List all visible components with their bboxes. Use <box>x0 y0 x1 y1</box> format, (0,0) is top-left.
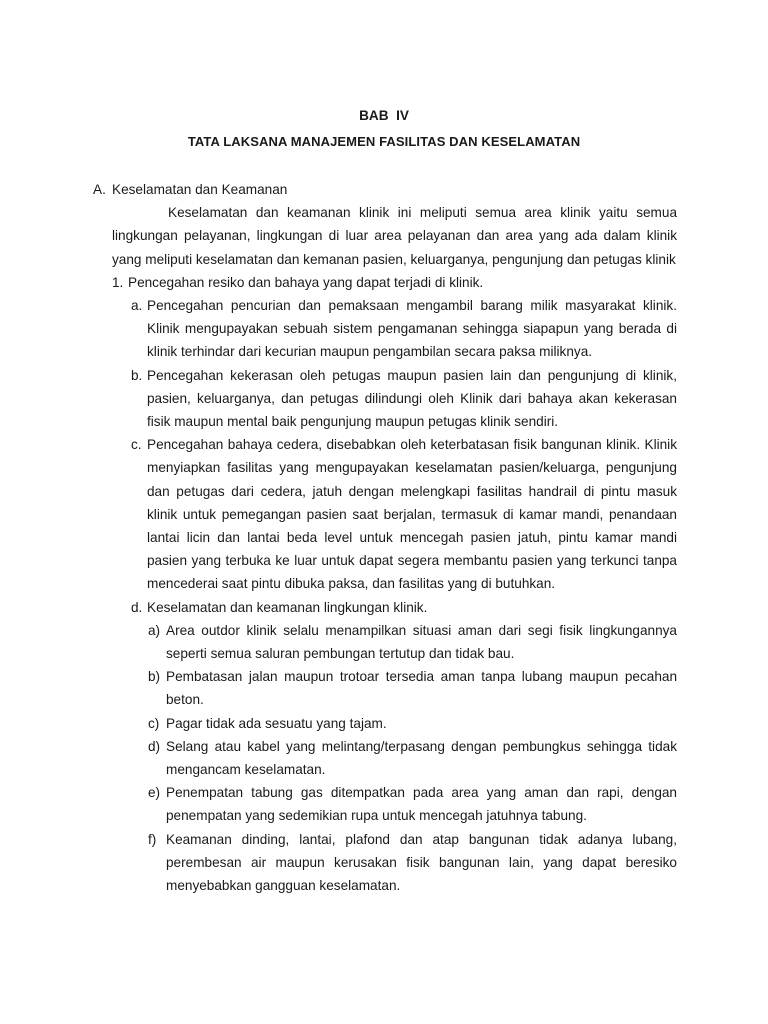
list-text: Pencegahan resiko dan bahaya yang dapat terjadi di klinik. <box>128 274 484 290</box>
sub-item-text: Pencegahan pencurian dan pemaksaan mengambil barang milik masyarakat klinik. Klinik mengupayakan sebuah sistem pengamanan sehingga siapapun yang berada di klinik terhindar dari kecurian maupun pengambilan secara paksa miliknya. <box>147 298 677 360</box>
d-item-f <box>93 828 677 898</box>
d-item-label: c) <box>148 715 160 731</box>
sub-item-text: Pencegahan bahaya cedera, disebabkan oleh keterbatasan fisik bangunan klinik. Klinik menyiapkan fasilitas yang mengupayakan keselamatan pasien/keluarga, pengunjung dan petugas dari cedera, jatuh dengan melengkapi fasilitas handrail di pintu masuk klinik untuk pemegangan pasien saat berjalan, termasuk di kamar mandi, penandaan lantai licin dan lantai beda level untuk mencegah pasien jatuh, pintu kamar mandi pasien yang terbuka ke luar untuk dapat segera membantu pasien yang terkunci tanpa mencederai saat pintu dibuka paksa, dan fasilitas yang di butuhkan. <box>147 437 677 592</box>
sub-item-label: d. <box>131 599 143 615</box>
d-item-text: Keamanan dinding, lantai, plafond dan atap bangunan tidak adanya lubang, perembesan air maupun kerusakan fisik bangunan lain, yang dapat beresiko menyebabkan gangguan keselamatan. <box>166 831 677 894</box>
sub-item-d <box>93 596 677 619</box>
d-item-text: Pembatasan jalan maupun trotoar tersedia aman tanpa lubang maupun pecahan beton. <box>166 669 677 708</box>
d-item-e <box>93 781 677 827</box>
d-item-label: b) <box>148 669 161 685</box>
sub-item-c <box>93 433 677 595</box>
section-heading-text: Keselamatan dan Keamanan <box>112 182 288 197</box>
d-item-text: Penempatan tabung gas ditempatkan pada area yang aman dan rapi, dengan penempatan yang sedemikian rupa untuk mencegah jatuhnya tabung. <box>166 785 677 824</box>
sub-item-label: b. <box>131 367 143 383</box>
chapter-title: TATA LAKSANA MANAJEMEN FASILITAS DAN KESELAMATAN <box>187 134 581 149</box>
sub-item-a <box>93 294 677 364</box>
d-item-a <box>93 619 677 665</box>
d-item-b <box>93 665 677 711</box>
sub-item-text: Keselamatan dan keamanan lingkungan klinik. <box>147 599 428 615</box>
d-item-label: e) <box>148 785 161 801</box>
intro-paragraph: Keselamatan dan keamanan klinik ini meliputi semua area klinik yaitu semua lingkungan pelayanan, lingkungan di luar area pelayanan dan area yang ada dalam klinik yang meliputi keselamatan dan kemanan pasien, keluarganya, pengunjung dan petugas klinik <box>112 205 677 267</box>
d-item-text: Selang atau kabel yang melintang/terpasang dengan pembungkus sehingga tidak mengancam keselamatan. <box>166 738 677 778</box>
section-label: A. <box>93 182 106 197</box>
d-item-c <box>93 712 677 735</box>
d-item-text: Area outdor klinik selalu menampilkan situasi aman dari segi fisik lingkungannya seperti semua saluran pembungan tertutup dan tidak bau. <box>166 622 677 662</box>
list-item-1 <box>93 271 677 294</box>
section-heading <box>93 178 677 201</box>
document-body <box>93 178 677 897</box>
sub-item-label: a. <box>131 298 143 314</box>
sub-item-text: Pencegahan kekerasan oleh petugas maupun pasien lain dan pengunjung di klinik, pasien, keluarganya, dan petugas dilindungi oleh Klinik dari bahaya akan kekerasan fisik maupun mental baik pengunjung maupun petugas klinik sendiri. <box>147 367 677 430</box>
d-item-d <box>93 735 677 781</box>
d-item-label: f) <box>148 831 157 847</box>
list-label: 1. <box>112 274 124 290</box>
d-item-label: a) <box>148 622 161 638</box>
sub-item-b <box>93 364 677 434</box>
sub-item-label: c. <box>131 437 142 453</box>
d-item-label: d) <box>148 738 161 754</box>
d-item-text: Pagar tidak ada sesuatu yang tajam. <box>166 715 387 731</box>
chapter-number: BAB IV <box>359 108 409 123</box>
